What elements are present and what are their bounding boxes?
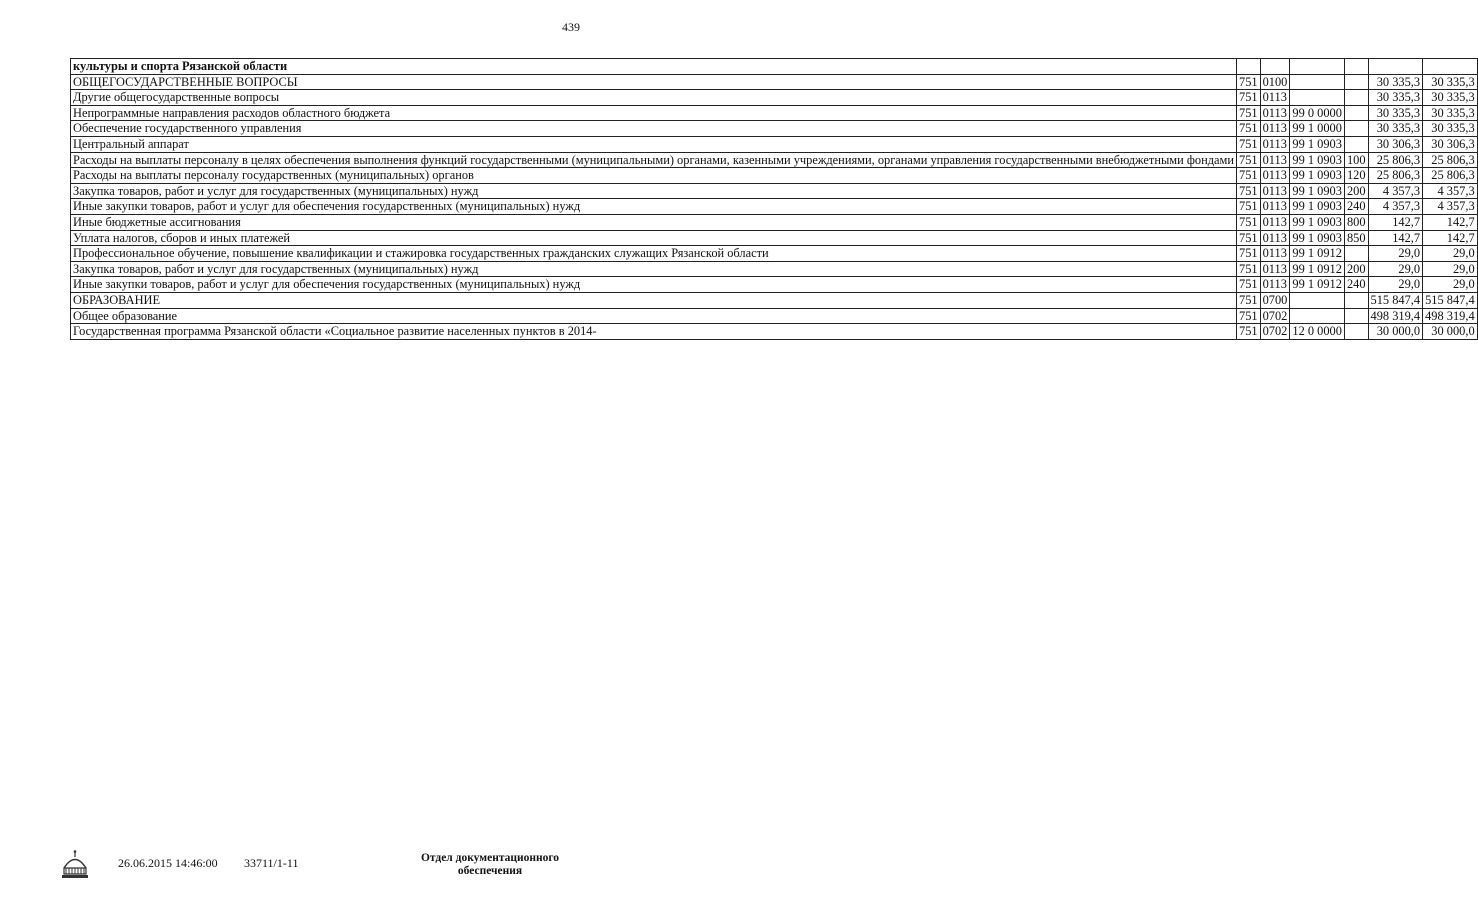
table-row	[71, 121, 1478, 137]
row-name: Другие общегосударственные вопросы	[71, 90, 1237, 106]
row-sum-1: 30 000,0	[1368, 324, 1423, 340]
row-sum-2: 142,7	[1423, 214, 1478, 230]
row-expense-type-code	[1344, 246, 1368, 262]
row-target-code	[1290, 292, 1345, 308]
row-target-code: 99 1 0903	[1290, 152, 1345, 168]
row-sum-2: 29,0	[1423, 246, 1478, 262]
table-row	[71, 214, 1478, 230]
row-sum-2: 25 806,3	[1423, 152, 1478, 168]
row-target-code: 99 0 0000	[1290, 105, 1345, 121]
row-expense-type-code: 200	[1344, 261, 1368, 277]
row-expense-type-code	[1344, 90, 1368, 106]
row-ved-code: 751	[1237, 230, 1261, 246]
footer-document-code: 33711/1-11	[244, 856, 299, 870]
table-row	[71, 324, 1478, 340]
row-ved-code: 751	[1237, 324, 1261, 340]
row-ved-code: 751	[1237, 74, 1261, 90]
row-sum-1: 30 335,3	[1368, 105, 1423, 121]
table-row	[71, 230, 1478, 246]
row-sum-1: 142,7	[1368, 214, 1423, 230]
row-expense-type-code	[1344, 292, 1368, 308]
row-section-code: 0702	[1260, 308, 1290, 324]
row-name: Расходы на выплаты персоналу государственных (муниципальных) органов	[71, 168, 1237, 184]
table-row	[71, 246, 1478, 262]
row-target-code: 99 1 0912	[1290, 261, 1345, 277]
row-section-code: 0113	[1260, 261, 1290, 277]
row-section-code: 0113	[1260, 199, 1290, 215]
page-number: 439	[562, 20, 580, 34]
footer-date: 26.06.2015 14:46:00	[118, 856, 218, 870]
row-expense-type-code: 100	[1344, 152, 1368, 168]
row-sum-1	[1368, 59, 1423, 75]
row-target-code	[1290, 308, 1345, 324]
row-target-code: 99 1 0903	[1290, 183, 1345, 199]
row-section-code: 0113	[1260, 246, 1290, 262]
row-name: Общее образование	[71, 308, 1237, 324]
row-sum-1: 29,0	[1368, 277, 1423, 293]
row-target-code	[1290, 59, 1345, 75]
row-name: Закупка товаров, работ и услуг для государственных (муниципальных) нужд	[71, 261, 1237, 277]
row-section-code: 0113	[1260, 105, 1290, 121]
row-expense-type-code	[1344, 59, 1368, 75]
row-sum-2: 515 847,4	[1423, 292, 1478, 308]
row-section-code	[1260, 59, 1290, 75]
row-sum-1: 25 806,3	[1368, 152, 1423, 168]
footer-department: Отдел документационного обеспечения	[420, 852, 560, 877]
row-sum-1: 515 847,4	[1368, 292, 1423, 308]
table-row	[71, 199, 1478, 215]
table-row	[71, 261, 1478, 277]
row-section-code: 0113	[1260, 168, 1290, 184]
row-ved-code: 751	[1237, 121, 1261, 137]
row-expense-type-code	[1344, 105, 1368, 121]
row-target-code: 12 0 0000	[1290, 324, 1345, 340]
row-ved-code: 751	[1237, 168, 1261, 184]
row-sum-2: 29,0	[1423, 261, 1478, 277]
row-sum-2: 30 335,3	[1423, 121, 1478, 137]
row-sum-1: 30 335,3	[1368, 74, 1423, 90]
row-ved-code: 751	[1237, 136, 1261, 152]
row-name: Государственная программа Рязанской области «Социальное развитие населенных пунктов в 2014-	[71, 324, 1237, 340]
row-section-code: 0700	[1260, 292, 1290, 308]
row-target-code	[1290, 74, 1345, 90]
row-ved-code: 751	[1237, 183, 1261, 199]
row-section-code: 0113	[1260, 121, 1290, 137]
row-target-code: 99 1 0903	[1290, 214, 1345, 230]
row-ved-code: 751	[1237, 105, 1261, 121]
row-sum-2: 498 319,4	[1423, 308, 1478, 324]
row-name: ОБЩЕГОСУДАРСТВЕННЫЕ ВОПРОСЫ	[71, 74, 1237, 90]
table-row	[71, 308, 1478, 324]
row-section-code: 0113	[1260, 230, 1290, 246]
row-name: Обеспечение государственного управления	[71, 121, 1237, 137]
row-sum-2: 142,7	[1423, 230, 1478, 246]
table-row	[71, 277, 1478, 293]
row-section-code: 0113	[1260, 277, 1290, 293]
row-section-code: 0100	[1260, 74, 1290, 90]
table-row	[71, 183, 1478, 199]
row-sum-1: 142,7	[1368, 230, 1423, 246]
row-section-code: 0113	[1260, 152, 1290, 168]
row-expense-type-code	[1344, 136, 1368, 152]
table-row	[71, 90, 1478, 106]
row-ved-code	[1237, 59, 1261, 75]
row-sum-2: 25 806,3	[1423, 168, 1478, 184]
row-ved-code: 751	[1237, 214, 1261, 230]
row-sum-1: 4 357,3	[1368, 199, 1423, 215]
row-name: ОБРАЗОВАНИЕ	[71, 292, 1237, 308]
table-row	[71, 74, 1478, 90]
row-section-code: 0702	[1260, 324, 1290, 340]
row-ved-code: 751	[1237, 261, 1261, 277]
row-sum-1: 25 806,3	[1368, 168, 1423, 184]
row-name: Иные закупки товаров, работ и услуг для обеспечения государственных (муниципальных) нужд	[71, 277, 1237, 293]
row-sum-1: 30 335,3	[1368, 121, 1423, 137]
row-expense-type-code: 240	[1344, 199, 1368, 215]
row-ved-code: 751	[1237, 292, 1261, 308]
row-expense-type-code	[1344, 308, 1368, 324]
row-name: Иные закупки товаров, работ и услуг для обеспечения государственных (муниципальных) нужд	[71, 199, 1237, 215]
table-row	[71, 292, 1478, 308]
row-sum-1: 30 335,3	[1368, 90, 1423, 106]
row-sum-2: 29,0	[1423, 277, 1478, 293]
row-name: Расходы на выплаты персоналу в целях обеспечения выполнения функций государственными (муниципальными) органами, казенными учреждениями, органами управления государственными внебюджетными фондами	[71, 152, 1237, 168]
row-ved-code: 751	[1237, 277, 1261, 293]
row-ved-code: 751	[1237, 308, 1261, 324]
row-name: Закупка товаров, работ и услуг для государственных (муниципальных) нужд	[71, 183, 1237, 199]
row-target-code: 99 1 0912	[1290, 277, 1345, 293]
row-sum-2	[1423, 59, 1478, 75]
row-expense-type-code	[1344, 324, 1368, 340]
row-name: Центральный аппарат	[71, 136, 1237, 152]
row-sum-2: 30 335,3	[1423, 105, 1478, 121]
row-target-code: 99 1 0903	[1290, 168, 1345, 184]
row-sum-1: 498 319,4	[1368, 308, 1423, 324]
row-sum-1: 29,0	[1368, 261, 1423, 277]
row-expense-type-code: 200	[1344, 183, 1368, 199]
row-name: Уплата налогов, сборов и иных платежей	[71, 230, 1237, 246]
row-name: Иные бюджетные ассигнования	[71, 214, 1237, 230]
row-sum-2: 30 335,3	[1423, 90, 1478, 106]
row-target-code	[1290, 90, 1345, 106]
row-target-code: 99 1 0903	[1290, 230, 1345, 246]
row-name: Непрограммные направления расходов областного бюджета	[71, 105, 1237, 121]
row-expense-type-code: 120	[1344, 168, 1368, 184]
row-sum-2: 4 357,3	[1423, 183, 1478, 199]
row-target-code: 99 1 0903	[1290, 136, 1345, 152]
row-name: культуры и спорта Рязанской области	[71, 59, 1237, 75]
row-name: Профессиональное обучение, повышение квалификации и стажировка государственных гражданских служащих Рязанской области	[71, 246, 1237, 262]
row-expense-type-code	[1344, 121, 1368, 137]
row-sum-1: 4 357,3	[1368, 183, 1423, 199]
row-section-code: 0113	[1260, 183, 1290, 199]
table-row	[71, 59, 1478, 75]
row-target-code: 99 1 0912	[1290, 246, 1345, 262]
row-target-code: 99 1 0903	[1290, 199, 1345, 215]
row-sum-2: 4 357,3	[1423, 199, 1478, 215]
row-ved-code: 751	[1237, 199, 1261, 215]
row-sum-2: 30 335,3	[1423, 74, 1478, 90]
row-section-code: 0113	[1260, 136, 1290, 152]
row-expense-type-code	[1344, 74, 1368, 90]
table-row	[71, 168, 1478, 184]
budget-table-body	[71, 59, 1478, 340]
row-section-code: 0113	[1260, 214, 1290, 230]
row-sum-1: 29,0	[1368, 246, 1423, 262]
row-target-code: 99 1 0000	[1290, 121, 1345, 137]
row-ved-code: 751	[1237, 246, 1261, 262]
row-ved-code: 751	[1237, 152, 1261, 168]
table-row	[71, 152, 1478, 168]
row-expense-type-code: 850	[1344, 230, 1368, 246]
row-expense-type-code: 240	[1344, 277, 1368, 293]
table-row	[71, 136, 1478, 152]
row-sum-2: 30 000,0	[1423, 324, 1478, 340]
table-row	[71, 105, 1478, 121]
row-expense-type-code: 800	[1344, 214, 1368, 230]
row-sum-1: 30 306,3	[1368, 136, 1423, 152]
budget-table	[70, 58, 1478, 340]
row-ved-code: 751	[1237, 90, 1261, 106]
row-sum-2: 30 306,3	[1423, 136, 1478, 152]
row-section-code: 0113	[1260, 90, 1290, 106]
duma-logo-icon	[58, 848, 92, 882]
